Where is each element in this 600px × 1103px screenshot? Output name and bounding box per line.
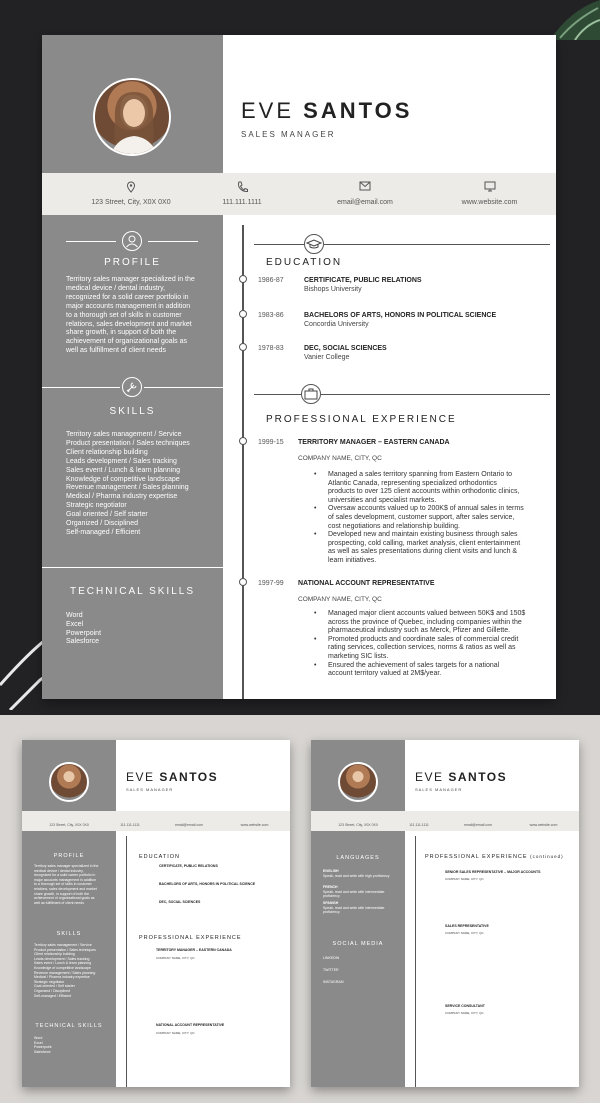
phone-icon: [237, 181, 248, 193]
preview1-name: EVE SANTOS: [126, 770, 219, 784]
briefcase-icon: [301, 384, 321, 404]
education-rule-right: [324, 244, 550, 245]
profile.lines-line: to a thorough set of skills in customer: [66, 311, 182, 319]
profile.lines-line: share growth, in support of both the: [34, 891, 90, 896]
preview2-job-1: SENIOR SALES REPRESENTATIVE – MAJOR ACCOUNTS: [445, 870, 541, 874]
bullet-line: • Managed a sales territory spanning from Eastern Ontario to: [328, 471, 513, 478]
preview2-languages-title: LANGUAGES: [336, 855, 380, 861]
preview2-job-2: SALES REPRESENTATIVE: [445, 924, 489, 928]
education-rule-left: [254, 244, 304, 245]
preview1-technical-title: TECHNICAL SKILLS: [35, 1023, 103, 1029]
bullet-line: rating services, collection services, norms & ratios as well as: [328, 644, 516, 652]
technical.items-line: Word: [66, 612, 83, 619]
bullet-line: pharmaceutical industry such as Merck, Pfizer and Gillette.: [328, 627, 511, 635]
bullet-line: • Developed new and maintain existing business through sales: [328, 531, 518, 539]
bullet-line: universities and specialist markets.: [328, 496, 437, 504]
experience-rule-left: [254, 394, 304, 395]
candidate-name: EVE SANTOS: [241, 98, 413, 123]
technical-title: TECHNICAL SKILLS: [70, 586, 195, 597]
bullet-line: account territory valued at 2M$/year.: [328, 670, 442, 678]
preview1-job-1: TERRITORY MANAGER – EASTERN CANADA: [156, 948, 232, 952]
preview1-website: www.website.com: [240, 823, 269, 827]
bullet-line: • Ensured the achievement of sales targets for a national: [328, 661, 500, 669]
preview2-lang-3: SPANISH Speak, read and write with intermediate proficiency: [323, 901, 385, 915]
preview2-photo: [338, 762, 378, 802]
resume-page-main: [42, 35, 556, 699]
plant-decoration: [540, 0, 600, 40]
skills.items-line: Territory sales management / Service: [34, 943, 92, 947]
skills.items-line: Territory sales management / Service: [66, 431, 182, 438]
preview1-edu-3: DEC, SOCIAL SCIENCES: [159, 900, 201, 904]
profile-title: PROFILE: [104, 257, 161, 268]
skills.items-line: Client relationship building: [34, 952, 75, 957]
skills.items-line: Goal oriented / Self starter: [34, 984, 75, 989]
profile-divider-right: [148, 241, 198, 242]
preview1-contact-bar: [22, 811, 290, 831]
preview1-skills-list: [34, 943, 114, 998]
graduation-cap-icon: [304, 234, 324, 254]
timeline-line: [242, 225, 244, 699]
profile.lines-line: medical device / dental industry,: [34, 868, 84, 873]
skills.items-line: Medical / Pharma industry expertise: [34, 975, 90, 980]
preview1-skills-title: SKILLS: [56, 931, 82, 937]
skills.items-line: Knowledge of competitive landscape: [66, 475, 180, 483]
profile.lines-line: major accounts management in addition: [34, 877, 97, 882]
preview2-phone: 111.111.1111: [409, 823, 429, 827]
edu-years-3: 1978-83: [258, 345, 284, 352]
preview1-profile-text: [34, 864, 108, 905]
skills-divider-right: [144, 387, 223, 388]
profile.lines-line: major accounts management in addition: [66, 302, 191, 310]
edu-dot-2: [239, 310, 247, 318]
preview2-contact-bar: [311, 811, 579, 831]
edu-school-2: Concordia University: [304, 321, 369, 328]
skills.items-line: Knowledge of competitive landscape: [34, 965, 91, 970]
preview1-email: email@email.com: [175, 823, 203, 827]
profile.lines-line: share growth, in support of both the: [66, 329, 177, 337]
preview1-timeline: [126, 836, 127, 1087]
address-text: 123 Street, City, X0X 0X0: [91, 199, 171, 206]
contact-website[interactable]: [447, 181, 532, 206]
skills.items-line: Leads development / Sales tracking: [34, 956, 90, 961]
preview1-address: 123 Street, City, X0X 0X0: [49, 823, 89, 827]
job-bullets-2: [314, 610, 532, 679]
preview1-job-2: NATIONAL ACCOUNT REPRESENTATIVE: [156, 1023, 225, 1027]
edu-dot-1: [239, 275, 247, 283]
resume-preview-page1: [22, 740, 290, 1087]
profile-divider: [66, 241, 116, 242]
email-text[interactable]: email@email.com: [337, 199, 393, 206]
bullet-item: [314, 471, 532, 505]
edu-years-1: 1986-87: [258, 277, 284, 284]
preview1-edu-2: BACHELORS OF ARTS, HONORS IN POLITICAL SCIENCE: [159, 882, 256, 886]
preview1-technical-list: [34, 1036, 94, 1054]
bullet-line: • Promoted products and coordinate sales of commercial credit: [328, 635, 519, 643]
skills.items-line: Sales event / Lunch & learn planning: [66, 466, 181, 474]
envelope-icon: [359, 181, 371, 191]
technical.items-line: Excel: [34, 1040, 43, 1045]
edu-degree-1: CERTIFICATE, PUBLIC RELATIONS: [304, 277, 422, 284]
preview2-address: 123 Street, City, X0X 0X0: [338, 823, 378, 827]
skills.items-line: Revenue management / Sales planning: [66, 484, 189, 492]
website-text[interactable]: www.website.com: [461, 199, 518, 206]
bullet-item: [314, 662, 532, 679]
technical.items-line: Powerpoint: [34, 1045, 52, 1050]
skills.items-line: Organized / Disciplined: [34, 988, 70, 993]
profile.lines-line: well as fulfillment of client needs: [66, 347, 166, 355]
bullet-line: as well as sales presentations during client visits and lunch &: [328, 548, 518, 556]
profile.lines-line: relations, sales development and market: [66, 320, 192, 328]
bullet-item: [314, 636, 532, 662]
skills.items-line: Revenue management / Sales planning: [34, 970, 96, 975]
preview2-social-3[interactable]: INSTAGRAM: [323, 980, 344, 984]
skills.items-line: Medical / Pharma industry expertise: [66, 493, 178, 501]
bullet-item: [314, 505, 532, 531]
profile.lines-line: recognized for a solid career portfolio in: [34, 873, 96, 878]
contact-phone: [207, 181, 277, 206]
user-icon: [122, 231, 142, 251]
preview1-company-2: COMPANY NAME, CITY, QC: [156, 1031, 195, 1035]
technical.items-line: Word: [34, 1036, 43, 1040]
profile.lines-line: to a thorough set of skills in customer: [34, 882, 92, 887]
edu-years-2: 1983-86: [258, 312, 284, 319]
skills.items-line: Sales event / Lunch & learn planning: [34, 961, 92, 966]
preview2-lang-1: ENGLISH Speak, read and write with high proficiency: [323, 869, 390, 878]
edu-degree-2: BACHELORS OF ARTS, HONORS IN POLITICAL SCIENCE: [304, 312, 497, 319]
candidate-role: SALES MANAGER: [241, 130, 336, 139]
job-years-2: 1997-99: [258, 580, 284, 587]
skills-divider-left: [42, 387, 120, 388]
monitor-icon: [484, 181, 496, 192]
bullet-line: Atlantic Canada, representing specialized orthodontics: [328, 479, 497, 487]
skills.items-line: Leads development / Sales tracking: [66, 457, 177, 465]
preview2-job-3: SERVICE CONSULTANT: [445, 1004, 485, 1008]
preview2-company-2: COMPANY NAME, CITY, QC: [445, 931, 484, 935]
skills.items-line: Product presentation / Sales techniques: [66, 439, 190, 447]
experience-title: PROFESSIONAL EXPERIENCE: [266, 414, 457, 425]
preview2-name: EVE SANTOS: [415, 770, 508, 784]
preview1-experience-title: PROFESSIONAL EXPERIENCE: [139, 935, 242, 941]
preview2-email: email@email.com: [464, 823, 492, 827]
preview2-website: www.website.com: [529, 823, 558, 827]
profile-photo: [93, 78, 171, 156]
skills.items-line: Self-managed / Efficient: [34, 993, 72, 998]
edu-school-3: Vanier College: [304, 354, 350, 361]
technical.items-line: Salesforce: [34, 1049, 51, 1054]
location-pin-icon: [126, 181, 136, 193]
preview1-profile-title: PROFILE: [53, 853, 85, 859]
skills-title: SKILLS: [109, 406, 156, 417]
preview1-edu-1: CERTIFICATE, PUBLIC RELATIONS: [159, 864, 218, 868]
technical-divider: [42, 567, 223, 568]
skills.items-line: Strategic negotiator: [34, 979, 65, 984]
profile.lines-line: recognized for a solid career portfolio in: [66, 293, 189, 301]
job-company-2: COMPANY NAME, CITY, QC: [298, 596, 382, 603]
technical.items-line: Salesforce: [66, 638, 100, 646]
skills.items-line: Organized / Disciplined: [66, 520, 138, 528]
phone-text: 111.111.1111: [222, 199, 262, 206]
profile.lines-line: medical device / dental industry,: [66, 284, 166, 292]
bullet-line: prospecting, cold calling, market analysis, client entertainment: [328, 539, 521, 547]
preview2-experience-title: PROFESSIONAL EXPERIENCE (continued): [425, 854, 564, 860]
skills.items-line: Strategic negotiator: [66, 502, 127, 510]
preview2-social-1[interactable]: LINKEDIN: [323, 956, 340, 960]
bullet-item: [314, 531, 532, 565]
bullet-line: of sales development, customer support, after sales service,: [328, 513, 515, 521]
edu-degree-3: DEC, SOCIAL SCIENCES: [304, 345, 387, 352]
preview2-role: SALES MANAGER: [415, 787, 463, 792]
skills.items-line: Product presentation / Sales techniques: [34, 947, 96, 952]
resume-preview-page2: [311, 740, 579, 1087]
skills.items-line: Goal oriented / Self starter: [66, 511, 148, 519]
preview2-company-1: COMPANY NAME, CITY, QC: [445, 877, 484, 881]
job-years-1: 1999-15: [258, 439, 284, 446]
preview2-social-title: SOCIAL MEDIA: [332, 941, 384, 947]
job-company-1: COMPANY NAME, CITY, QC: [298, 455, 382, 462]
bullet-line: • Oversaw accounts valued up to 200K$ of annual sales in terms: [328, 505, 524, 513]
preview2-company-3: COMPANY NAME, CITY, QC: [445, 1011, 484, 1015]
preview1-education-title: EDUCATION: [139, 854, 180, 860]
contact-email[interactable]: [325, 181, 405, 206]
bullet-line: products to over 125 client accounts within orthodontic clinics,: [328, 488, 520, 496]
bullet-line: across the province of Quebec, including companies within the: [328, 618, 522, 626]
bullet-line: • Managed major client accounts valued between 50K$ and 150$: [328, 610, 526, 617]
contact-address: [66, 181, 196, 206]
profile-text: [66, 276, 208, 356]
job-dot-1: [239, 437, 247, 445]
job-bullets-1: [314, 471, 532, 566]
edu-school-1: Bishops University: [304, 286, 362, 293]
preview1-phone: 111.111.1111: [120, 823, 140, 827]
profile.lines-line: achievement of organizational goals as: [34, 896, 95, 901]
job-title-1: TERRITORY MANAGER – EASTERN CANADA: [298, 439, 450, 446]
skills-list: [66, 431, 216, 538]
edu-dot-3: [239, 343, 247, 351]
profile.lines-line: achievement of organizational goals as: [66, 338, 188, 346]
preview2-social-2[interactable]: TWITTER: [323, 968, 339, 972]
technical-list: [66, 612, 186, 647]
profile.lines-line: Territory sales manager specialized in the: [34, 864, 99, 868]
bullet-line: learn initiatives.: [328, 556, 377, 564]
profile.lines-line: Territory sales manager specialized in the: [66, 276, 195, 283]
technical.items-line: Excel: [66, 620, 84, 628]
profile.lines-line: well as fulfillment of client needs: [34, 900, 84, 905]
job-title-2: NATIONAL ACCOUNT REPRESENTATIVE: [298, 580, 435, 587]
preview2-timeline: [415, 836, 416, 1087]
technical.items-line: Powerpoint: [66, 629, 102, 637]
bullet-line: cost negotiations and relationship building.: [328, 522, 460, 530]
preview1-company-1: COMPANY NAME, CITY, QC: [156, 956, 195, 960]
wrench-icon: [122, 377, 142, 397]
job-dot-2: [239, 578, 247, 586]
experience-rule-right: [321, 394, 550, 395]
preview2-lang-2: FRENCH Speak, read and write with intermediate proficiency: [323, 885, 385, 899]
skills.items-line: Client relationship building: [66, 448, 148, 456]
bullet-item: [314, 610, 532, 636]
profile.lines-line: relations, sales development and market: [34, 886, 97, 891]
preview1-role: SALES MANAGER: [126, 787, 174, 792]
preview1-photo: [49, 762, 89, 802]
skills.items-line: Self-managed / Efficient: [66, 528, 141, 536]
education-title: EDUCATION: [266, 257, 343, 268]
bullet-line: marketing SIC lists.: [328, 652, 389, 660]
